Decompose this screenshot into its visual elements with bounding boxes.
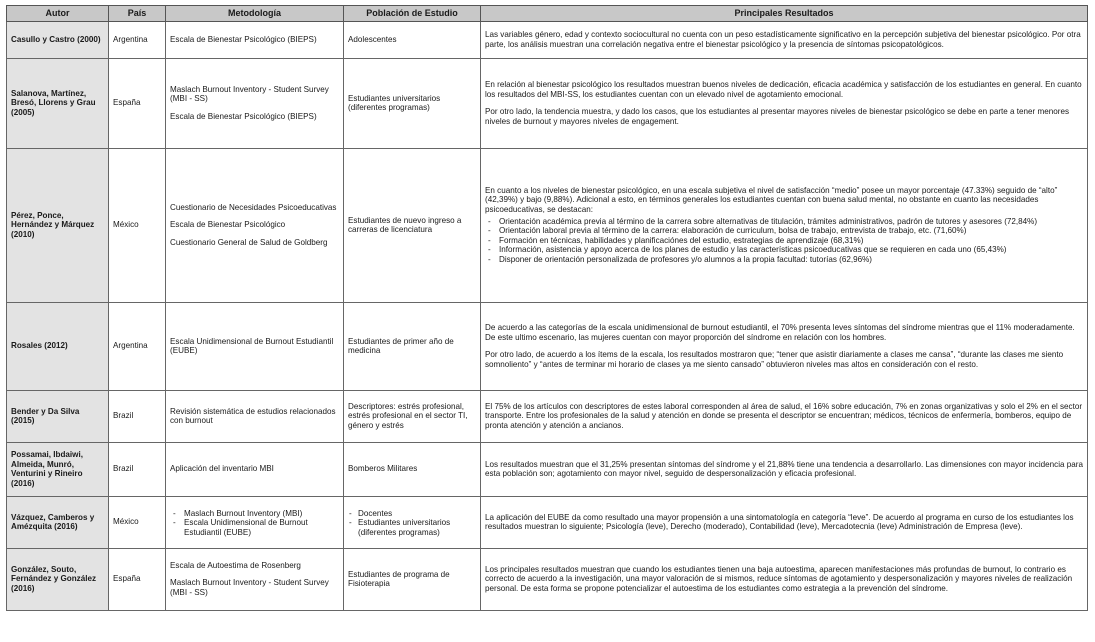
methodology-cell bbox=[166, 496, 344, 548]
population-cell: Adolescentes bbox=[344, 21, 481, 58]
results-list bbox=[485, 217, 1083, 265]
population-cell: Estudiantes de primer año de medicina bbox=[344, 302, 481, 390]
table-row bbox=[7, 442, 1088, 496]
results-text: Por otro lado, de acuerdo a los ítems de la escala, los resultados mostraron que; “tener que asistir diariamente a clases me cansa”, “durante las clases me siento somnoliento” y “antes de terminar mi horario de clases ya me siento cansado” obtuvieron niveles mas altos en consideración con el resto. bbox=[485, 350, 1064, 369]
methodology-cell bbox=[166, 390, 344, 442]
country-cell: España bbox=[109, 548, 166, 610]
results-cell bbox=[481, 21, 1088, 58]
population-list bbox=[348, 509, 476, 538]
results-text: La aplicación del EUBE da como resultado una mayor propensión a una sintomatología en categoría “leve”. De acuerdo al programa en curso de los estudiantes los resultados muestran lo siguiente; Psicología (leve), Derecho (moderado), Contabilidad (leve), Mercadotecnia (leve) Administración de Empresa (leve). bbox=[485, 512, 1074, 532]
list-item: - Escala Unidimensional de Burnout Estudiantil (EUBE) bbox=[170, 518, 339, 537]
list-item: - Orientación académica previa al término de la carrera sobre alternativas de titulación, trámites administrativos, padrón de tutores y asesores (72,84%) bbox=[485, 217, 1083, 227]
header-row bbox=[7, 6, 1088, 22]
author-cell: Rosales (2012) bbox=[7, 302, 109, 390]
methodology-list bbox=[170, 509, 339, 538]
results-text: Los resultados muestran que el 31,25% presentan síntomas del síndrome y el 21,88% tiene una tendencia a desarrollarlo. Las dimensiones con mayor incidencia para esta población son; agotamiento con mayor nivel, seguido de despersonalización y eficacia profesional. bbox=[485, 459, 1083, 479]
list-item: - Maslach Burnout Inventory (MBI) bbox=[170, 509, 339, 519]
table-row bbox=[7, 21, 1088, 58]
country-cell: Brazil bbox=[109, 442, 166, 496]
methodology-text: Maslach Burnout Inventory - Student Survey (MBI - SS) bbox=[170, 578, 329, 597]
methodology-text: Maslach Burnout Inventory - Student Survey (MBI - SS) bbox=[170, 84, 329, 104]
country-cell: Argentina bbox=[109, 21, 166, 58]
author-cell: Pérez, Ponce, Hernández y Márquez (2010) bbox=[7, 148, 109, 302]
results-text: De acuerdo a las categorías de la escala unidimensional de burnout estudiantil, el 70% presenta leves síntomas del síndrome mientras que el 11% moderadamente. De este ultimo escenario, las mujeres cuentan con mayor proporción del síndrome en relación con los hombres. bbox=[485, 323, 1075, 342]
methodology-text: Escala de Autoestima de Rosenberg bbox=[170, 560, 301, 570]
population-cell: Estudiantes de nuevo ingreso a carreras de licenciatura bbox=[344, 148, 481, 302]
table-row bbox=[7, 496, 1088, 548]
methodology-cell bbox=[166, 148, 344, 302]
author-cell: Vázquez, Camberos y Amézquita (2016) bbox=[7, 496, 109, 548]
author-cell: Casullo y Castro (2000) bbox=[7, 21, 109, 58]
author-cell: Possamai, Ibdaiwi, Almeida, Munró, Venturini y Rineiro (2016) bbox=[7, 442, 109, 496]
author-cell: Bender y Da Silva (2015) bbox=[7, 390, 109, 442]
list-item: - Docentes bbox=[348, 509, 476, 519]
country-cell: México bbox=[109, 148, 166, 302]
methodology-text: Escala de Bienestar Psicológico (BIEPS) bbox=[170, 34, 317, 44]
results-text: En relación al bienestar psicológico los resultados muestran buenos niveles de dedicación, eficacia académica y satisfacción de los estudiantes en general. En cuanto los resultados del MBI-SS, los estudiantes cuentan con un elevado nivel de agotamiento emocional. bbox=[485, 80, 1082, 99]
population-cell: Estudiantes universitarios (diferentes programas) bbox=[344, 58, 481, 148]
header-poblacion: Población de Estudio bbox=[344, 6, 481, 22]
population-cell bbox=[344, 496, 481, 548]
header-metodologia: Metodología bbox=[166, 6, 344, 22]
results-cell bbox=[481, 58, 1088, 148]
methodology-text: Escala de Bienestar Psicológico bbox=[170, 220, 286, 230]
methodology-text: Revisión sistemática de estudios relacionados con burnout bbox=[170, 406, 336, 426]
table-row bbox=[7, 390, 1088, 442]
results-text: Por otro lado, la tendencia muestra, y dado los casos, que los estudiantes al presentar mayores niveles de bienestar psicológico se debe en parte a tener menores niveles de burnout y mayores niveles de engagement. bbox=[485, 107, 1069, 126]
header-pais: País bbox=[109, 6, 166, 22]
population-cell: Estudiantes de programa de Fisioterapia bbox=[344, 548, 481, 610]
population-cell: Descriptores: estrés profesional, estrés profesional en el sector TI, género y estrés bbox=[344, 390, 481, 442]
table-row bbox=[7, 58, 1088, 148]
list-item: - Disponer de orientación personalizada de profesores y/o alumnos a la propia facultad: tutorías (62,96%) bbox=[485, 255, 1083, 265]
methodology-text: Escala de Bienestar Psicológico (BIEPS) bbox=[170, 111, 317, 121]
results-cell bbox=[481, 496, 1088, 548]
header-autor: Autor bbox=[7, 6, 109, 22]
methodology-cell bbox=[166, 548, 344, 610]
country-cell: España bbox=[109, 58, 166, 148]
results-cell bbox=[481, 302, 1088, 390]
results-table bbox=[6, 5, 1088, 611]
results-text: En cuanto a los niveles de bienestar psicológico, en una escala subjetiva el nivel de satisfacción “medio” posee un mayor porcentaje (47.33%) seguido de “alto” (42,39%) y bajo (9,88%). Adicional a esto, en términos generales los estudiantes cuentan con buena salud mental, no obstante en cuanto las necesidades psicoeducativas, se destacan: bbox=[485, 185, 1058, 215]
results-text: El 75% de los artículos con descriptores de estes laboral corresponden al área de salud, el 16% sobre educación, 7% en zonas organizativas y solo el 2% en el sector transporte. Entre los profesionales de la salud y atención en donde se presenta el descriptor se encuentran; médicos, técnicos de enfermería, bomberos, equipo de pronta atención y atención a ancianos. bbox=[485, 401, 1083, 430]
country-cell: Argentina bbox=[109, 302, 166, 390]
methodology-text: Escala Unidimensional de Burnout Estudiantil (EUBE) bbox=[170, 336, 334, 356]
list-item: - Orientación laboral previa al término de la carrera: elaboración de curriculum, bolsa de trabajo, entrevista de trabajo, etc. (71,60%) bbox=[485, 226, 1083, 236]
methodology-cell bbox=[166, 442, 344, 496]
table-row bbox=[7, 148, 1088, 302]
results-cell bbox=[481, 442, 1088, 496]
results-cell bbox=[481, 390, 1088, 442]
list-item: - Estudiantes universitarios (diferentes programas) bbox=[348, 518, 476, 537]
methodology-text: Cuestionario General de Salud de Goldberg bbox=[170, 237, 328, 247]
table-row bbox=[7, 302, 1088, 390]
table-row bbox=[7, 548, 1088, 610]
list-item: - Información, asistencia y apoyo acerca de los planes de estudio y las características psicoeducativas que se requieren en cada uno (65,43%) bbox=[485, 245, 1083, 255]
country-cell: Brazil bbox=[109, 390, 166, 442]
header-resultados: Principales Resultados bbox=[481, 6, 1088, 22]
methodology-text: Cuestionario de Necesidades Psicoeducativas bbox=[170, 202, 337, 212]
population-cell: Bomberos Militares bbox=[344, 442, 481, 496]
list-item: - Formación en técnicas, habilidades y planificaciónes del estudio, estrategias de aprendizaje (68,31%) bbox=[485, 236, 1083, 246]
results-text: Las variables género, edad y contexto sociocultural no cuenta con un peso estadísticamente significativo en la percepción subjetiva del bienestar psicológico. Por otra parte, los análisis muestran una correlación negativa entre el bienestar psicológico y la presencia de síntomas psicopatológicos. bbox=[485, 30, 1081, 49]
results-cell bbox=[481, 148, 1088, 302]
methodology-text: Aplicación del inventario MBI bbox=[170, 464, 274, 474]
results-cell bbox=[481, 548, 1088, 610]
methodology-cell bbox=[166, 58, 344, 148]
results-text: Los principales resultados muestran que cuando los estudiantes tienen una baja autoestima, aparecen manifestaciones más profundas de burnout, lo contrario es correcto de acuerdo a la investigación, una mayor valoración de si mismos, reduce síntomas de agotamiento y despersonalización y mayores niveles de realización personal. De esta forma se propone potencializar el autoestima de los estudiantes como estrategia a la prevención del síndrome. bbox=[485, 564, 1073, 593]
methodology-cell bbox=[166, 21, 344, 58]
methodology-cell bbox=[166, 302, 344, 390]
author-cell: González, Souto, Fernández y González (2016) bbox=[7, 548, 109, 610]
author-cell: Salanova, Martínez, Bresó, Llorens y Grau (2005) bbox=[7, 58, 109, 148]
country-cell: México bbox=[109, 496, 166, 548]
